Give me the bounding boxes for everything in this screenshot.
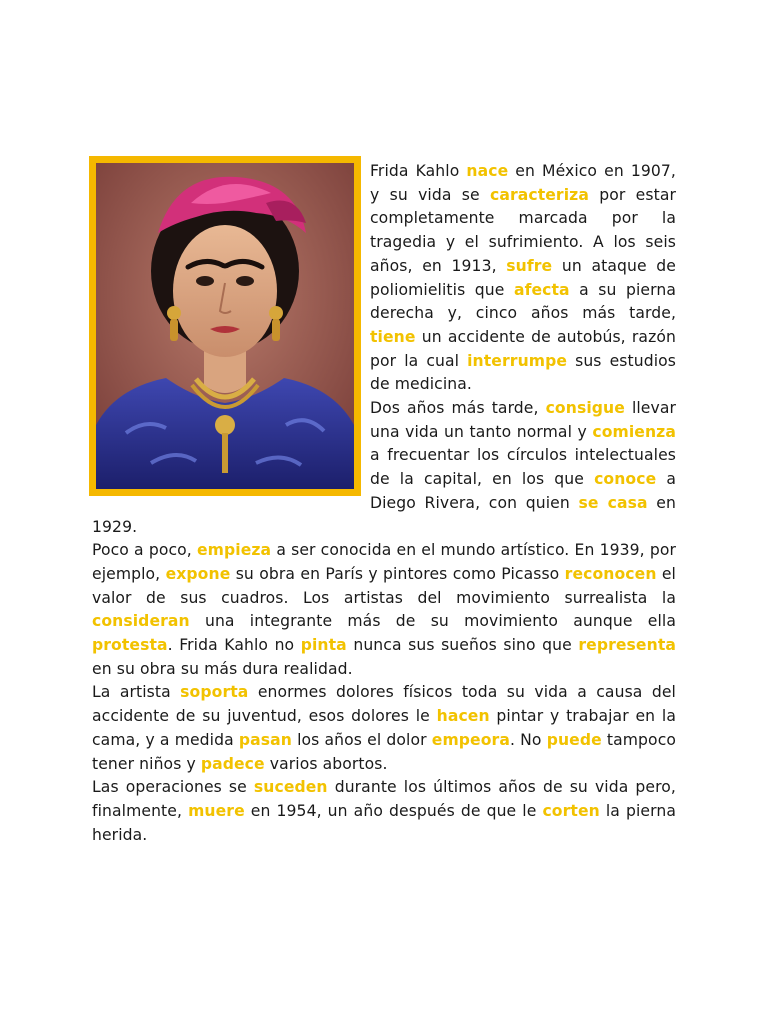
highlighted-verb: pinta [300,636,347,655]
highlighted-verb: consideran [92,612,190,631]
text-run: a Diego Rivera, con quien [370,470,677,512]
text-run: pintar y trabajar en la cama, y a medida [92,707,676,749]
text-run: un accidente de autobús, razón por la cual [370,327,676,370]
text-run: un ataque de poliomielitis que [370,256,676,299]
text-run: varios abortos. [264,754,388,773]
highlighted-verb: representa [578,636,676,655]
text-run: nunca sus sueños sino que [346,636,579,655]
text-run: por estar completamente marcada por la tragedia y el sufrimiento. A los seis años, en 1913, [370,185,676,275]
text-run: Poco a poco, [92,541,197,560]
paragraph [92,539,676,681]
paragraph [92,681,676,776]
highlighted-verb: conoce [594,470,657,489]
text-run: en 1929. [92,493,676,536]
highlighted-verb: comienza [592,422,676,441]
text-run: Dos años más tarde, [370,399,546,418]
text-run: . Frida Kahlo no [167,636,301,655]
text-run: enormes dolores físicos toda su vida a causa del accidente de su juventud, esos dolores le [92,683,676,726]
highlighted-verb: tiene [370,327,416,346]
text-run: La artista [92,683,181,702]
text-run: a ser conocida en el mundo artístico. En 1939, por ejemplo, [92,541,676,583]
highlighted-verb: protesta [92,636,168,655]
article-text [92,160,676,847]
text-run: a frecuentar los círculos intelectuales de la capital, en los que [370,446,676,489]
paragraph [92,776,676,847]
text-run: la pierna herida. [92,801,676,844]
highlighted-verb: suceden [253,778,328,797]
text-run: Frida Kahlo [370,162,467,180]
text-run: a su pierna derecha y, cinco años más tarde, [370,280,676,323]
text-run: su obra en París y pintores como Picasso [230,564,565,583]
highlighted-verb: consigue [545,399,625,418]
text-run: en 1954, un año después de que le [244,801,543,820]
highlighted-verb: hacen [436,707,490,726]
text-run: el valor de sus cuadros. Los artistas del movimiento surrealista la [92,564,676,607]
text-run: Las operaciones se [92,778,254,797]
highlighted-verb: reconocen [564,564,657,583]
highlighted-verb: nace [466,162,509,180]
text-run: llevar una vida un tanto normal y [370,399,676,441]
highlighted-verb: padece [200,754,265,773]
image-spacer [92,160,370,512]
highlighted-verb: caracteriza [489,185,589,204]
highlighted-verb: interrumpe [467,351,568,370]
highlighted-verb: expone [165,564,231,583]
text-run: sus estudios de medicina. [370,351,676,394]
highlighted-verb: pasan [238,730,292,749]
highlighted-verb: corten [542,801,600,820]
highlighted-verb: afecta [513,280,570,299]
text-run: una integrante más de su movimiento aunque ella [189,612,676,631]
highlighted-verb: soporta [180,683,249,702]
text-run: durante los últimos años de su vida pero, finalmente, [92,778,676,820]
highlighted-verb: empieza [196,541,272,560]
text-run: en su obra su más dura realidad. [92,659,353,678]
highlighted-verb: muere [188,801,245,820]
text-run: tampoco tener niños y [92,730,677,773]
highlighted-verb: puede [546,730,602,749]
text-run: en México en 1907, y su vida se [370,162,676,204]
highlighted-verb: se casa [578,493,648,512]
text-run: los años el dolor [291,730,432,749]
text-run: . No [509,730,547,749]
highlighted-verb: empeora [431,730,510,749]
highlighted-verb: sufre [506,256,553,275]
